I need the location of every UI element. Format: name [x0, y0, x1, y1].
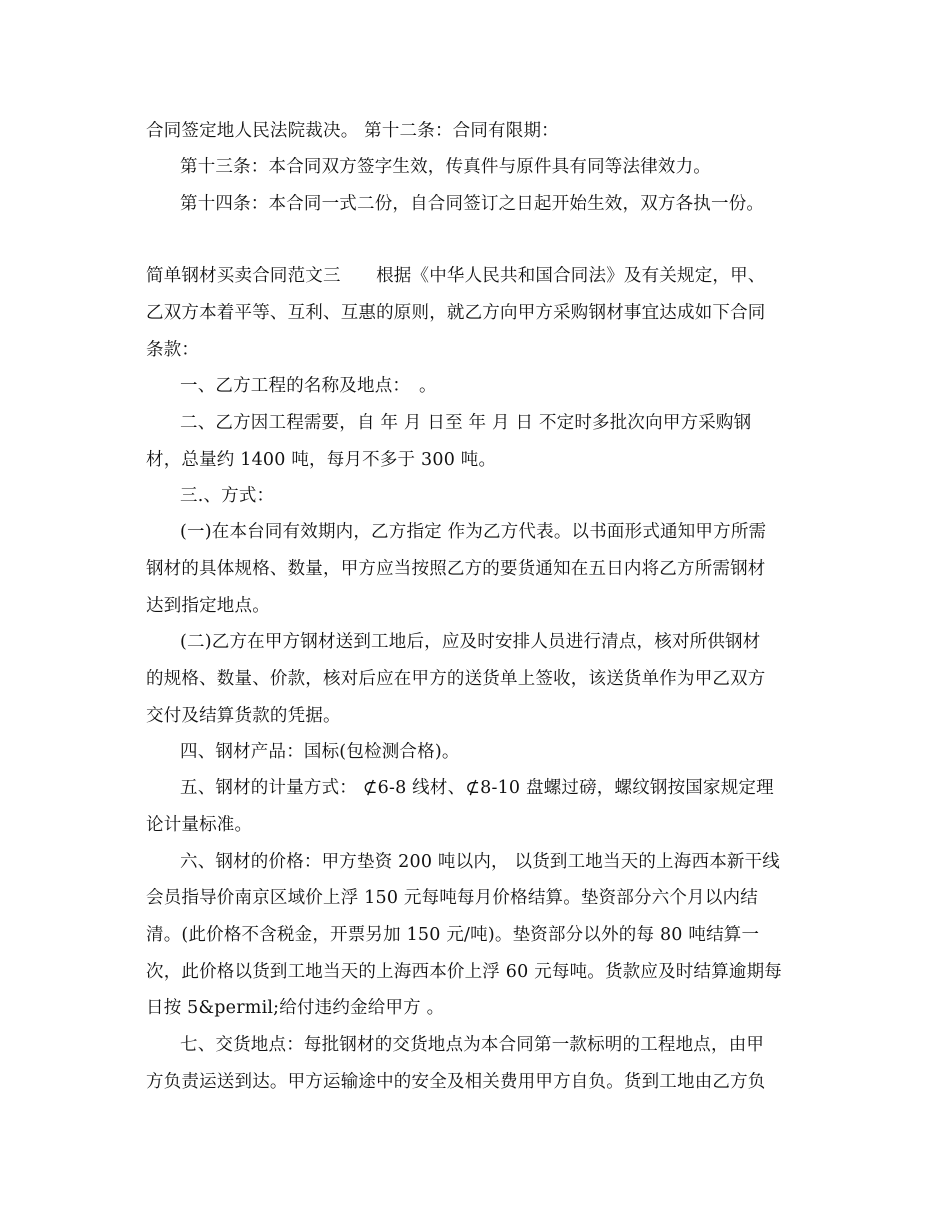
text-line: 的规格、数量、价款，核对后应在甲方的送货单上签收，该送货单作为甲乙双方	[146, 669, 766, 689]
text-line: 第十三条：本合同双方签字生效，传真件与原件具有同等法律效力。	[180, 157, 711, 177]
text-line: 方负责运送到达。甲方运输途中的安全及相关费用甲方自负。货到工地由乙方负	[146, 1072, 766, 1092]
text-line: 六、钢材的价格：甲方垫资 200 吨以内， 以货到工地当天的上海西本新干线	[180, 852, 780, 872]
text-line: 四、钢材产品：国标(包检测合格)。	[180, 742, 460, 762]
text-line: 清。(此价格不含税金，开票另加 150 元/吨)。垫资部分以外的每 80 吨结算一	[146, 925, 760, 945]
text-line: (一)在本台同有效期内，乙方指定 作为乙方代表。以书面形式通知甲方所需	[180, 522, 767, 542]
text-line: 条款：	[146, 340, 200, 360]
text-line: 三.、方式：	[180, 486, 275, 506]
text-line: 次，此价格以货到工地当天的上海西本价上浮 60 元每吨。货款应及时结算逾期每	[146, 962, 782, 982]
text-line: 日按 5&permil;给付违约金给甲方 。	[146, 998, 445, 1018]
section-heading-line: 简单钢材买卖合同范文三 根据《中华人民共和国合同法》及有关规定，甲、	[146, 266, 766, 286]
text-line: 合同签定地人民法院裁决。 第十二条：合同有限期：	[146, 121, 559, 141]
text-line: 七、交货地点：每批钢材的交货地点为本合同第一款标明的工程地点，由甲	[180, 1035, 765, 1055]
text-line: 钢材的具体规格、数量，甲方应当按照乙方的要货通知在五日内将乙方所需钢材	[146, 559, 766, 579]
text-line: 乙双方本着平等、互利、互惠的原则，就乙方向甲方采购钢材事宜达成如下合同	[146, 303, 766, 323]
text-line: (二)乙方在甲方钢材送到工地后，应及时安排人员进行清点，核对所供钢材	[180, 632, 761, 652]
text-line: 达到指定地点。	[146, 596, 270, 616]
text-line: 材，总量约 1400 吨，每月不多于 300 吨。	[146, 450, 497, 470]
text-line: 论计量标准。	[146, 815, 253, 835]
text-line: 二、乙方因工程需要，自 年 月 日至 年 月 日 不定时多批次向甲方采购钢	[180, 413, 752, 433]
text-line: 会员指导价南京区域价上浮 150 元每吨每月价格结算。垫资部分六个月以内结	[146, 888, 758, 908]
text-line: 交付及结算货款的凭据。	[146, 706, 341, 726]
text-line: 第十四条：本合同一式二份，自合同签订之日起开始生效，双方各执一份。	[180, 194, 765, 214]
text-line: 一、乙方工程的名称及地点： 。	[180, 376, 437, 396]
text-line: 五、钢材的计量方式： ⊄6-8 线材、⊄8-10 盘螺过磅，螺纹钢按国家规定理	[180, 778, 774, 798]
